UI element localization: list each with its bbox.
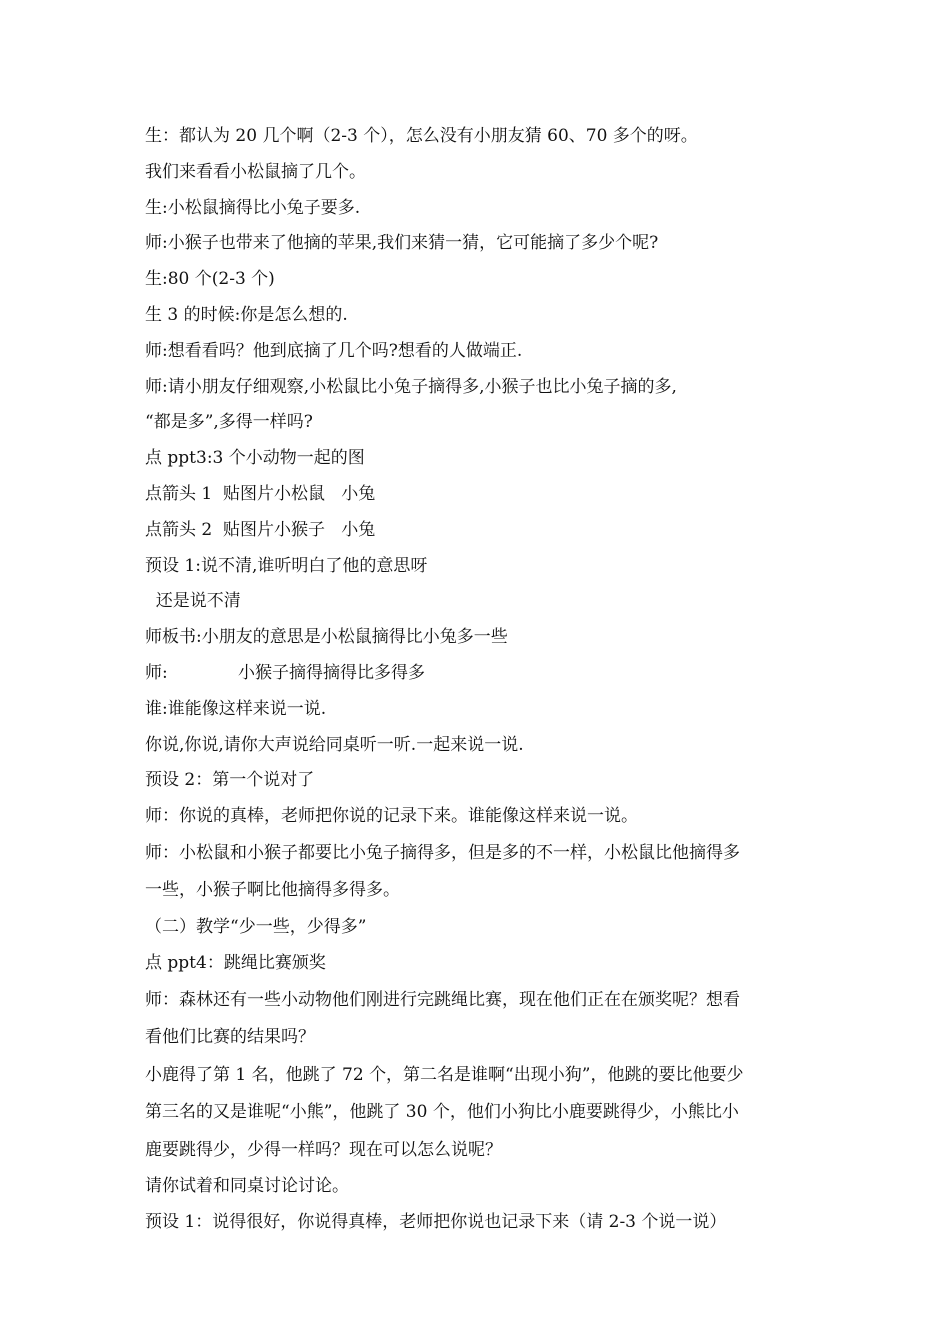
text-line: 还是说不清: [145, 591, 241, 612]
text-line: 点箭头 1 贴图片小松鼠 小兔: [145, 483, 376, 504]
text-line: 一些，小猴子啊比他摘得多得多。: [145, 880, 400, 901]
text-line: “都是多”,多得一样吗?: [145, 412, 313, 433]
text-line: 鹿要跳得少，少得一样吗？现在可以怎么说呢？: [145, 1139, 502, 1160]
text-line: 我们来看看小松鼠摘了几个。: [145, 161, 366, 182]
text-line: 看他们比赛的结果吗？: [145, 1027, 315, 1048]
text-line: （二）教学“少一些，少得多”: [145, 916, 367, 937]
text-line: 点 ppt3:3 个小动物一起的图: [145, 448, 365, 469]
text-line: 师：森林还有一些小动物他们刚进行完跳绳比赛，现在他们正在在颁奖呢？想看: [145, 989, 740, 1010]
text-line: 谁:谁能像这样来说一说.: [145, 698, 327, 719]
text-line: 生:小松鼠摘得比小兔子要多.: [145, 197, 361, 218]
text-line: 点箭头 2 贴图片小猴子 小兔: [145, 519, 376, 540]
text-line: 点 ppt4：跳绳比赛颁奖: [145, 952, 326, 973]
text-line: 生:80 个(2-3 个): [145, 269, 275, 290]
text-line: 师:想看看吗？他到底摘了几个吗?想看的人做端正.: [145, 340, 523, 361]
text-line: 你说,你说,请你大声说给同桌听一听.一起来说一说.: [145, 734, 524, 755]
text-line: 师:小猴子也带来了他摘的苹果,我们来猜一猜，它可能摘了多少个呢?: [145, 233, 659, 254]
text-line: 小鹿得了第 1 名，他跳了 72 个，第二名是谁啊“出现小狗”，他跳的要比他要少: [145, 1064, 744, 1085]
document-body: [145, 119, 815, 1241]
text-line: 师：你说的真棒，老师把你说的记录下来。谁能像这样来说一说。: [145, 806, 638, 827]
text-line: 第三名的又是谁呢“小熊”，他跳了 30 个，他们小狗比小鹿要跳得少，小熊比小: [145, 1102, 739, 1123]
text-line: 预设 1:说不清,谁听明白了他的意思呀: [145, 555, 428, 576]
text-line: 预设 1：说得很好，你说得真棒，老师把你说也记录下来（请 2-3 个说一说）: [145, 1211, 727, 1232]
text-line: 师板书:小朋友的意思是小松鼠摘得比小兔多一些: [145, 627, 508, 648]
text-line: 生：都认为 20 几个啊（2-3 个），怎么没有小朋友猜 60、70 多个的呀。: [145, 126, 698, 146]
text-line: 师：小松鼠和小猴子都要比小兔子摘得多，但是多的不一样，小松鼠比他摘得多: [145, 842, 740, 863]
text-line: 请你试着和同桌讨论讨论。: [145, 1176, 349, 1197]
text-line: 师: 小猴子摘得摘得比多得多: [145, 662, 425, 683]
text-line: 生 3 的时候:你是怎么想的.: [145, 304, 348, 325]
text-line: 师:请小朋友仔细观察,小松鼠比小兔子摘得多,小猴子也比小兔子摘的多,: [145, 376, 677, 397]
text-line: 预设 2：第一个说对了: [145, 770, 315, 791]
